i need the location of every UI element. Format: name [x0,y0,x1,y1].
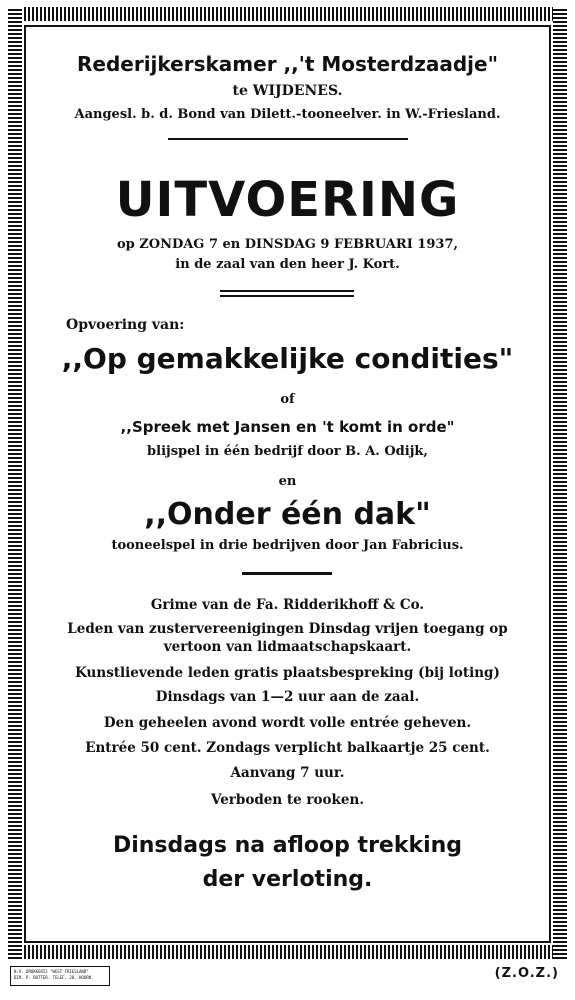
detail-line-4: Kunstlievende leden gratis plaatsbespreking (bij loting) [75,665,500,681]
event-title: UITVOERING [115,172,460,228]
detail-line-6: Den geheelen avond wordt volle entrée geheven. [103,715,472,731]
border-top [8,7,567,21]
event-dates: op ZONDAG 7 en DINSDAG 9 FEBRUARI 1937, [116,237,459,252]
play2-description: tooneelspel in drie bedrijven door Jan Fabricius. [111,538,464,553]
event-venue: in de zaal van den heer J. Kort. [175,257,400,272]
double-rule-top [220,290,354,292]
detail-line-2: Leden van zustervereenigingen Dinsdag vrijen toegang op [67,621,508,637]
detail-line-7: Entrée 50 cent. Zondags verplicht balkaartje 25 cent. [85,740,490,756]
affiliation: Aangesl. b. d. Bond van Dilett.-tooneelver. in W.-Friesland. [74,107,501,122]
program-intro: Opvoering van: [66,317,185,333]
detail-line-5: Dinsdags van 1—2 uur aan de zaal. [155,689,420,705]
detail-line-1: Grime van de Fa. Ridderikhoff & Co. [150,597,425,613]
section-rule [242,572,332,575]
or-text: of [280,392,295,407]
detail-line-9: Verboden te rooken. [210,792,365,808]
border-right [553,7,567,959]
poster-content [26,27,549,941]
detail-line-3: vertoon van lidmaatschapskaart. [163,639,412,655]
closing-line-2: der verloting. [202,867,373,892]
play2-title: ,,Onder één dak" [144,497,431,532]
border-left [8,7,22,959]
zoz-note: (Z.O.Z.) [494,966,559,981]
closing-line-1: Dinsdags na afloop trekking [112,833,463,858]
detail-line-8: Aanvang 7 uur. [230,765,345,781]
printer-line-2: DIR. P. BUTTER. TELEF. 20. HOORN [14,975,92,980]
border-bottom [8,945,567,959]
and-text: en [278,474,297,489]
society-name: Rederijkerskamer ,,'t Mosterdzaadje" [76,52,499,76]
play1-title: ,,Op gemakkelijke condities" [61,342,514,375]
header-rule [168,138,408,140]
location: te WIJDENES. [232,83,343,99]
double-rule-bottom [220,295,354,297]
play1-subtitle: ,,Spreek met Jansen en 't komt in orde" [120,418,455,436]
play1-description: blijspel in één bedrijf door B. A. Odijk, [147,444,428,459]
printer-imprint [10,966,110,986]
printer-line-1: N.V. DRUKKERIJ "WEST FRIESLAND" [14,969,89,974]
